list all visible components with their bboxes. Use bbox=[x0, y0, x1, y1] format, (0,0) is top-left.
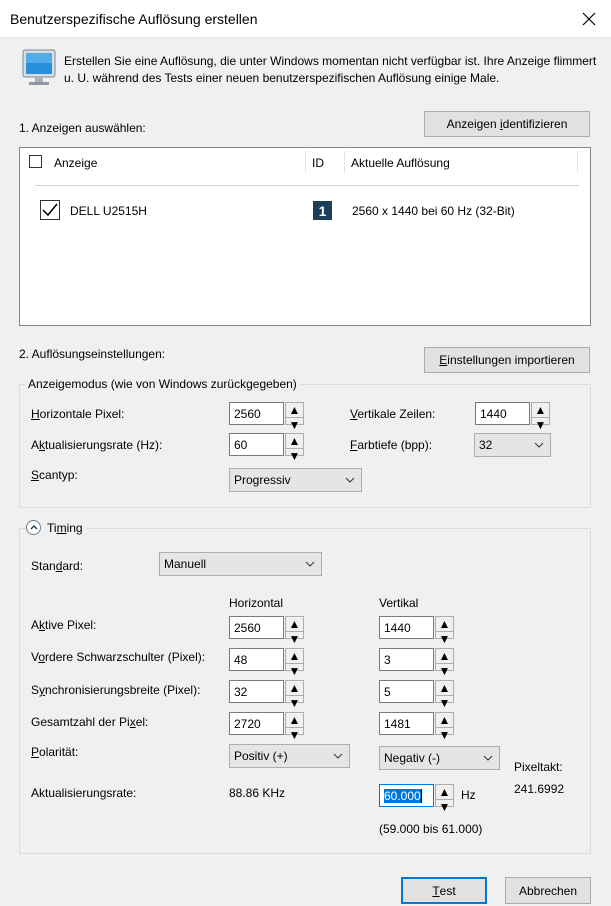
polarity-label bbox=[31, 745, 78, 759]
pol-rest: olarität: bbox=[39, 745, 79, 759]
spin-up-icon[interactable]: ▲ bbox=[288, 713, 301, 727]
std-pre: Stan bbox=[31, 559, 56, 573]
sync-width-h-input[interactable]: 32 bbox=[229, 680, 284, 703]
spin-up-icon[interactable]: ▲ bbox=[438, 785, 451, 799]
rr-key: k bbox=[39, 438, 46, 452]
display-list[interactable] bbox=[19, 147, 591, 326]
color-depth-dropdown[interactable] bbox=[474, 433, 551, 457]
cancel-button[interactable]: Abbrechen bbox=[505, 877, 591, 904]
chevron-down-icon bbox=[534, 442, 544, 448]
timing-pre: Ti bbox=[47, 520, 57, 535]
spin-down-icon[interactable]: ▼ bbox=[436, 663, 453, 678]
front-porch-v-spinner[interactable] bbox=[435, 648, 454, 678]
spin-down-icon[interactable]: ▼ bbox=[286, 695, 303, 710]
spin-down-icon[interactable]: ▼ bbox=[286, 727, 303, 742]
standard-dropdown[interactable] bbox=[159, 552, 322, 576]
active-pixels-v-input[interactable]: 1440 bbox=[379, 616, 434, 639]
test-rest: est bbox=[439, 883, 456, 898]
pixel-clock-value: 241.6992 bbox=[514, 782, 565, 796]
spin-up-icon[interactable]: ▲ bbox=[288, 403, 301, 417]
spin-down-icon[interactable]: ▼ bbox=[532, 417, 549, 432]
refresh-rate-input[interactable]: 60 bbox=[229, 433, 284, 456]
color-depth-label bbox=[350, 438, 432, 452]
window-title: Benutzerspezifische Auflösung erstellen bbox=[10, 11, 258, 27]
total-pixels-v-spinner[interactable] bbox=[435, 712, 454, 742]
spin-down-icon[interactable]: ▼ bbox=[436, 631, 453, 646]
standard-label bbox=[31, 559, 83, 573]
refresh-rate-label bbox=[31, 438, 162, 452]
section1-label: 1. Anzeigen auswählen: bbox=[19, 121, 146, 135]
identify-key: i bbox=[499, 117, 503, 131]
sync-width-v-spinner[interactable] bbox=[435, 680, 454, 710]
column-divider[interactable] bbox=[344, 151, 345, 173]
spin-up-icon[interactable]: ▲ bbox=[288, 649, 301, 663]
display-row-resolution: 2560 x 1440 bei 60 Hz (32-Bit) bbox=[352, 204, 515, 218]
vertical-lines-spinner[interactable] bbox=[531, 402, 550, 432]
rr-rest: tualisierungsrate (Hz): bbox=[45, 438, 163, 452]
display-row-name[interactable]: DELL U2515H bbox=[70, 204, 147, 218]
refresh-range: (59.000 bis 61.000) bbox=[379, 822, 483, 836]
vertical-column-header: Vertikal bbox=[379, 596, 419, 610]
spin-down-icon[interactable]: ▼ bbox=[286, 631, 303, 646]
r1-pre: V bbox=[31, 650, 39, 664]
column-divider[interactable] bbox=[305, 151, 306, 173]
test-key: T bbox=[432, 883, 440, 898]
close-icon bbox=[582, 12, 596, 26]
pol-key: P bbox=[31, 745, 40, 759]
identify-pre: Anzeigen bbox=[446, 117, 500, 131]
spin-up-icon[interactable]: ▲ bbox=[438, 713, 451, 727]
r1-rest: rdere Schwarzschulter (Pixel): bbox=[45, 650, 206, 664]
front-porch-h-input[interactable]: 48 bbox=[229, 648, 284, 671]
spin-down-icon[interactable]: ▼ bbox=[436, 799, 453, 814]
total-pixels-h-spinner[interactable] bbox=[285, 712, 304, 742]
refresh-unit: Hz bbox=[461, 788, 476, 802]
column-divider[interactable] bbox=[577, 151, 578, 173]
chevron-down-icon bbox=[305, 561, 315, 567]
intro-text: Erstellen Sie eine Auflösung, die unter Windows momentan nicht verfügbar ist. Ihre Anzeige flimmert u. U. während des Tests einer neuen benutzerspezifischen Auflösung einige Male. bbox=[64, 54, 597, 85]
chevron-down-icon bbox=[483, 755, 493, 761]
import-post: instellungen importieren bbox=[447, 353, 575, 367]
r3-pre: Gesamtzahl der Pi bbox=[31, 715, 130, 729]
timing-header[interactable] bbox=[26, 520, 87, 535]
horizontal-pixels-input[interactable]: 2560 bbox=[229, 402, 284, 425]
hp-key: H bbox=[31, 407, 40, 421]
refresh-rate-v-input[interactable] bbox=[379, 784, 434, 807]
front-porch-label bbox=[31, 650, 205, 664]
identify-post: dentifizieren bbox=[502, 117, 568, 131]
vl-rest: ertikale Zeilen: bbox=[357, 407, 436, 421]
column-header-display[interactable]: Anzeige bbox=[54, 156, 98, 170]
front-porch-v-input[interactable]: 3 bbox=[379, 648, 434, 671]
display-row-checkbox[interactable] bbox=[40, 200, 60, 220]
st-key: S bbox=[31, 468, 40, 482]
r2-key: y bbox=[39, 683, 46, 697]
spin-up-icon[interactable]: ▲ bbox=[438, 649, 451, 663]
r3-key: x bbox=[129, 715, 136, 729]
chevron-down-icon bbox=[345, 477, 355, 483]
pixel-clock-label: Pixeltakt: bbox=[514, 760, 563, 774]
spin-up-icon[interactable]: ▲ bbox=[438, 681, 451, 695]
st-rest: cantyp: bbox=[39, 468, 78, 482]
text-cursor bbox=[421, 789, 422, 803]
spin-down-icon[interactable]: ▼ bbox=[436, 695, 453, 710]
select-all-checkbox[interactable] bbox=[29, 155, 42, 168]
r1-key: o bbox=[38, 650, 46, 664]
polarity-v-value: Negativ (-) bbox=[384, 751, 441, 765]
total-pixels-h-input[interactable]: 2720 bbox=[229, 712, 284, 735]
header-underline bbox=[35, 185, 579, 186]
identify-displays-button[interactable] bbox=[424, 111, 590, 137]
column-header-resolution[interactable]: Aktuelle Auflösung bbox=[351, 156, 450, 170]
rr-pre: A bbox=[31, 438, 40, 452]
std-key: d bbox=[55, 559, 63, 573]
sync-width-label bbox=[31, 683, 200, 697]
active-pixels-v-spinner[interactable] bbox=[435, 616, 454, 646]
spin-up-icon[interactable]: ▲ bbox=[288, 617, 301, 631]
import-settings-button[interactable] bbox=[424, 347, 590, 373]
r0-pre: A bbox=[31, 618, 40, 632]
refresh-rate-spinner[interactable] bbox=[285, 433, 304, 463]
r3-rest: el: bbox=[135, 715, 149, 729]
chevron-down-icon bbox=[333, 753, 343, 759]
spin-up-icon[interactable]: ▲ bbox=[288, 434, 301, 448]
polarity-v-dropdown[interactable] bbox=[379, 746, 500, 770]
polarity-h-dropdown[interactable] bbox=[229, 744, 350, 768]
vl-key: V bbox=[350, 407, 358, 421]
cd-key: F bbox=[350, 438, 358, 452]
r0-key: k bbox=[39, 618, 46, 632]
spin-down-icon[interactable]: ▼ bbox=[286, 663, 303, 678]
scan-type-label bbox=[31, 468, 78, 482]
sync-width-h-spinner[interactable] bbox=[285, 680, 304, 710]
horizontal-pixels-spinner[interactable] bbox=[285, 402, 304, 432]
display-id-badge: 1 bbox=[313, 201, 332, 220]
refresh-rate-selection: 60.000 bbox=[384, 788, 421, 803]
test-button[interactable] bbox=[401, 877, 487, 904]
scan-type-value: Progressiv bbox=[234, 473, 291, 487]
vertical-lines-label bbox=[350, 407, 435, 421]
scan-type-dropdown[interactable] bbox=[229, 468, 362, 492]
spin-up-icon[interactable]: ▲ bbox=[534, 403, 547, 417]
collapse-icon[interactable] bbox=[26, 520, 41, 535]
horizontal-pixels-label bbox=[31, 407, 124, 421]
spin-up-icon[interactable]: ▲ bbox=[288, 681, 301, 695]
checkmark-icon bbox=[42, 203, 58, 217]
monitor-icon bbox=[22, 49, 56, 87]
active-pixels-h-spinner[interactable] bbox=[285, 616, 304, 646]
cd-rest: arbtiefe (bpp): bbox=[357, 438, 433, 452]
color-depth-value: 32 bbox=[479, 438, 493, 452]
column-header-id[interactable]: ID bbox=[312, 156, 324, 170]
spin-down-icon[interactable]: ▼ bbox=[286, 448, 303, 463]
close-button[interactable] bbox=[574, 4, 604, 34]
display-mode-title: Anzeigemodus (wie von Windows zurückgegeben) bbox=[25, 377, 300, 391]
spin-down-icon[interactable]: ▼ bbox=[286, 417, 303, 432]
active-pixels-h-input[interactable]: 2560 bbox=[229, 616, 284, 639]
horizontal-column-header: Horizontal bbox=[229, 596, 284, 610]
r0-rest: tive Pixel: bbox=[45, 618, 97, 632]
spin-up-icon[interactable]: ▲ bbox=[438, 617, 451, 631]
r2-rest: nchronisierungsbreite (Pixel): bbox=[45, 683, 201, 697]
standard-value: Manuell bbox=[164, 557, 207, 571]
active-pixels-label bbox=[31, 618, 96, 632]
r2-pre: S bbox=[31, 683, 40, 697]
hp-rest: orizontale Pixel: bbox=[39, 407, 125, 421]
spin-down-icon[interactable]: ▼ bbox=[436, 727, 453, 742]
refresh-rate-v-spinner[interactable] bbox=[435, 784, 454, 814]
timing-refresh-label: Aktualisierungsrate: bbox=[31, 786, 137, 800]
vertical-lines-input[interactable]: 1440 bbox=[475, 402, 530, 425]
total-pixels-v-input[interactable]: 1481 bbox=[379, 712, 434, 735]
polarity-h-value: Positiv (+) bbox=[234, 749, 288, 763]
front-porch-h-spinner[interactable] bbox=[285, 648, 304, 678]
total-pixels-label bbox=[31, 715, 148, 729]
section2-label: 2. Auflösungseinstellungen: bbox=[19, 347, 166, 361]
timing-rest: ing bbox=[66, 520, 83, 535]
timing-key: m bbox=[56, 520, 67, 535]
import-key: E bbox=[439, 353, 448, 367]
horizontal-frequency-value: 88.86 KHz bbox=[229, 786, 286, 800]
sync-width-v-input[interactable]: 5 bbox=[379, 680, 434, 703]
std-rest: ard: bbox=[62, 559, 84, 573]
